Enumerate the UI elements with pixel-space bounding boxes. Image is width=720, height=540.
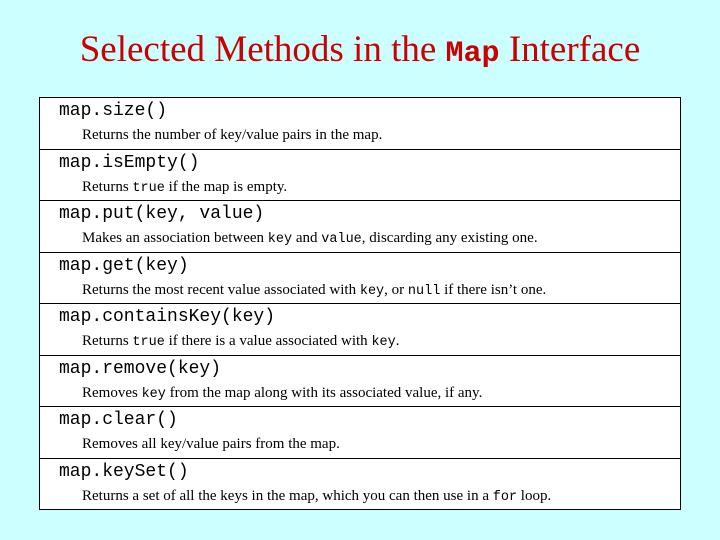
description-text: Returns the most recent value associated with (82, 281, 360, 298)
method-description (82, 178, 680, 198)
description-text: from the map along with its associated value, if any. (165, 384, 483, 401)
method-row (40, 303, 680, 355)
description-code: true (132, 180, 165, 196)
method-signature: map.size() (59, 101, 168, 121)
method-row (40, 355, 680, 407)
description-code: key (371, 335, 396, 350)
method-description (82, 384, 680, 404)
description-text: Returns the number of key/value pairs in the map. (82, 127, 383, 143)
slide-title (0, 28, 720, 71)
description-text: Removes (82, 384, 142, 401)
description-code: for (492, 489, 518, 505)
description-text: Returns (82, 333, 133, 349)
method-description (82, 487, 680, 507)
method-signature: map.clear() (59, 410, 178, 430)
description-text: and (292, 230, 322, 246)
description-text: if the map is empty. (164, 178, 288, 195)
method-row (40, 252, 680, 304)
method-description (82, 229, 680, 249)
description-text: . (395, 333, 400, 349)
method-signature: map.isEmpty() (59, 152, 200, 173)
methods-table (39, 97, 681, 510)
description-text: Removes all key/value pairs from the map. (82, 436, 340, 452)
method-row (40, 149, 680, 201)
description-code: null (407, 283, 441, 299)
method-signature: map.remove(key) (59, 358, 222, 379)
method-description (82, 126, 680, 144)
description-text: if there isn’t one. (440, 281, 547, 298)
title-text-before: Selected Methods in the (79, 29, 446, 70)
title-text-after: Interface (499, 29, 641, 70)
description-code: key (267, 232, 293, 247)
description-text: , discarding any existing one. (361, 230, 538, 246)
method-description (82, 435, 680, 453)
description-text: Makes an association between (82, 230, 268, 246)
description-text: Returns a set of all the keys in the map, which you can then use in a (82, 487, 493, 504)
method-description (82, 281, 680, 301)
method-signature: map.get(key) (59, 255, 189, 276)
description-code: key (359, 283, 385, 299)
description-text: , or (384, 281, 408, 298)
method-signature: map.put(key, value) (59, 204, 265, 224)
description-text: if there is a value associated with (164, 333, 372, 349)
title-code-map: Map (445, 37, 500, 71)
method-signature: map.containsKey(key) (59, 307, 276, 327)
method-description (82, 332, 680, 352)
method-row (40, 458, 680, 510)
method-row (40, 98, 680, 149)
method-row (40, 200, 680, 252)
method-signature: map.keySet() (59, 461, 189, 482)
description-code: true (132, 335, 165, 350)
description-code: key (141, 386, 166, 402)
description-code: value (321, 232, 362, 247)
description-text: Returns (82, 178, 133, 195)
method-row (40, 406, 680, 458)
description-text: loop. (517, 487, 552, 504)
